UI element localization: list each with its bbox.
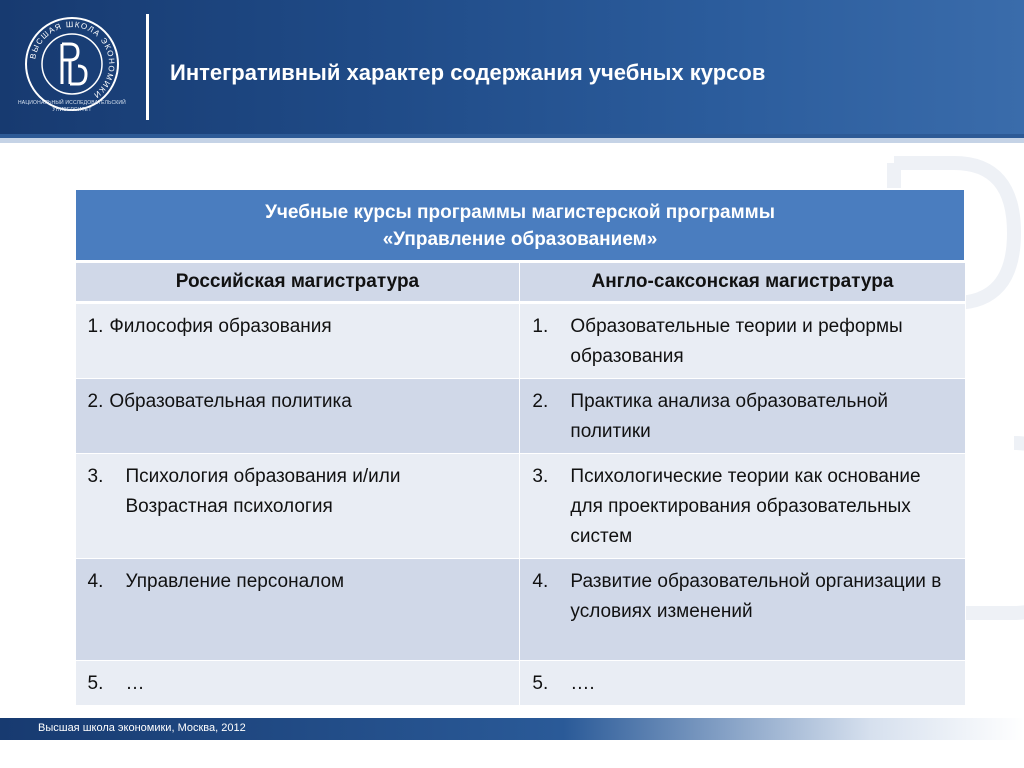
- table-caption: [75, 189, 965, 261]
- table-caption-line2: «Управление образованием»: [382, 228, 658, 250]
- svg-text:ВЫСШАЯ ШКОЛА ЭКОНОМИКИ: ВЫСШАЯ ШКОЛА ЭКОНОМИКИ: [28, 19, 117, 101]
- item-number: 3.: [87, 465, 104, 487]
- table-row: [75, 453, 965, 558]
- item-text: Управление персоналом: [125, 570, 345, 592]
- item-text: …: [125, 672, 145, 694]
- item-number: 4.: [532, 570, 549, 592]
- slide-footer: [0, 718, 1024, 740]
- item-text: Развитие образовательной организации в условиях изменений: [570, 570, 942, 622]
- item-text: Образовательные теории и реформы образования: [570, 315, 903, 367]
- table-cell-anglo-saxon: [520, 558, 965, 660]
- item-text: ….: [570, 672, 595, 694]
- table-cell-russian: [75, 453, 520, 558]
- item-number: 1.: [532, 315, 549, 337]
- table-cell-anglo-saxon: [520, 660, 965, 705]
- header-divider: [146, 14, 149, 120]
- table-cell-anglo-saxon: [520, 302, 965, 378]
- slide-header: [0, 0, 1024, 134]
- slide-title: Интегративный характер содержания учебных курсов: [170, 60, 766, 85]
- footer-text: Высшая школа экономики, Москва, 2012: [38, 722, 246, 734]
- table-cell-anglo-saxon: [520, 453, 965, 558]
- column-header-russian: Российская магистратура: [75, 261, 520, 302]
- item-text: Психологические теории как основание для проектирования образовательных систем: [570, 465, 921, 547]
- table-caption-line1: Учебные курсы программы магистерской программы: [265, 201, 775, 223]
- item-text: Психология образования и/или Возрастная психология: [125, 465, 401, 517]
- table-cell-russian: [75, 660, 520, 705]
- table-row: [75, 660, 965, 705]
- table-row: [75, 302, 965, 378]
- item-text: Философия образования: [109, 315, 332, 337]
- item-number: 5.: [532, 672, 549, 694]
- item-number: 2.: [532, 390, 549, 412]
- column-header-anglo-saxon: Англо-саксонская магистратура: [520, 261, 965, 302]
- item-number: 2.: [87, 390, 104, 412]
- header-underline-light: [0, 138, 1024, 143]
- table-cell-russian: [75, 378, 520, 453]
- item-text: Образовательная политика: [109, 390, 352, 412]
- table-row: [75, 378, 965, 453]
- item-text: Практика анализа образовательной политики: [570, 390, 889, 442]
- item-number: 3.: [532, 465, 549, 487]
- table-cell-anglo-saxon: [520, 378, 965, 453]
- table-cell-russian: [75, 558, 520, 660]
- item-number: 5.: [87, 672, 104, 694]
- table-row: [75, 558, 965, 660]
- item-number: 1.: [87, 315, 104, 337]
- logo-caption: НАЦИОНАЛЬНЫЙ ИССЛЕДОВАТЕЛЬСКИЙ УНИВЕРСИТЕТ: [18, 100, 126, 113]
- item-number: 4.: [87, 570, 104, 592]
- table-cell-russian: [75, 302, 520, 378]
- courses-table: [74, 188, 966, 706]
- hse-emblem-icon: [22, 14, 122, 114]
